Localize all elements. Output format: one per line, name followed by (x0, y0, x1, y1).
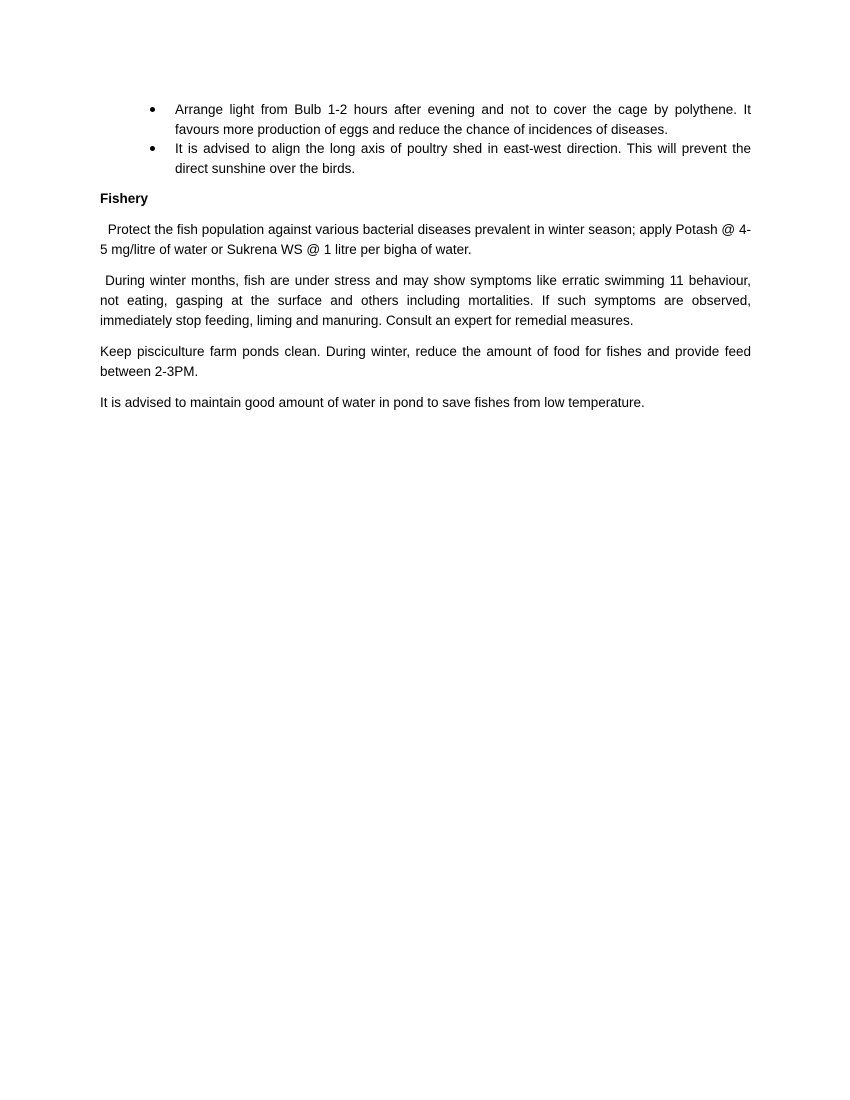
document-page (100, 100, 751, 413)
list-item-text: It is advised to align the long axis of poultry shed in east-west direction. This will prevent the direct sunshine over the birds. (175, 141, 751, 176)
poultry-advice-list (100, 100, 751, 178)
list-item (175, 139, 751, 178)
paragraph: Protect the fish population against various bacterial diseases prevalent in winter season; apply Potash @ 4-5 mg/litre of water or Sukrena WS @ 1 litre per bigha of water. (100, 221, 751, 257)
paragraph: Keep pisciculture farm ponds clean. During winter, reduce the amount of food for fishes and provide feed between 2-3PM. (100, 343, 751, 379)
paragraph: During winter months, fish are under stress and may show symptoms like erratic swimming 11 behaviour, not eating, gasping at the surface and others including mortalities. If such symptoms are observed, immediately stop feeding, liming and manuring. Consult an expert for remedial measures. (100, 272, 751, 328)
bullet-icon (150, 146, 155, 151)
paragraph: It is advised to maintain good amount of water in pond to save fishes from low temperature. (100, 394, 645, 410)
list-item-text: Arrange light from Bulb 1-2 hours after evening and not to cover the cage by polythene. It favours more production of eggs and reduce the chance of incidences of diseases. (175, 102, 751, 137)
bullet-icon (150, 107, 155, 112)
section-heading-fishery: Fishery (100, 191, 149, 206)
list-item (175, 100, 751, 139)
